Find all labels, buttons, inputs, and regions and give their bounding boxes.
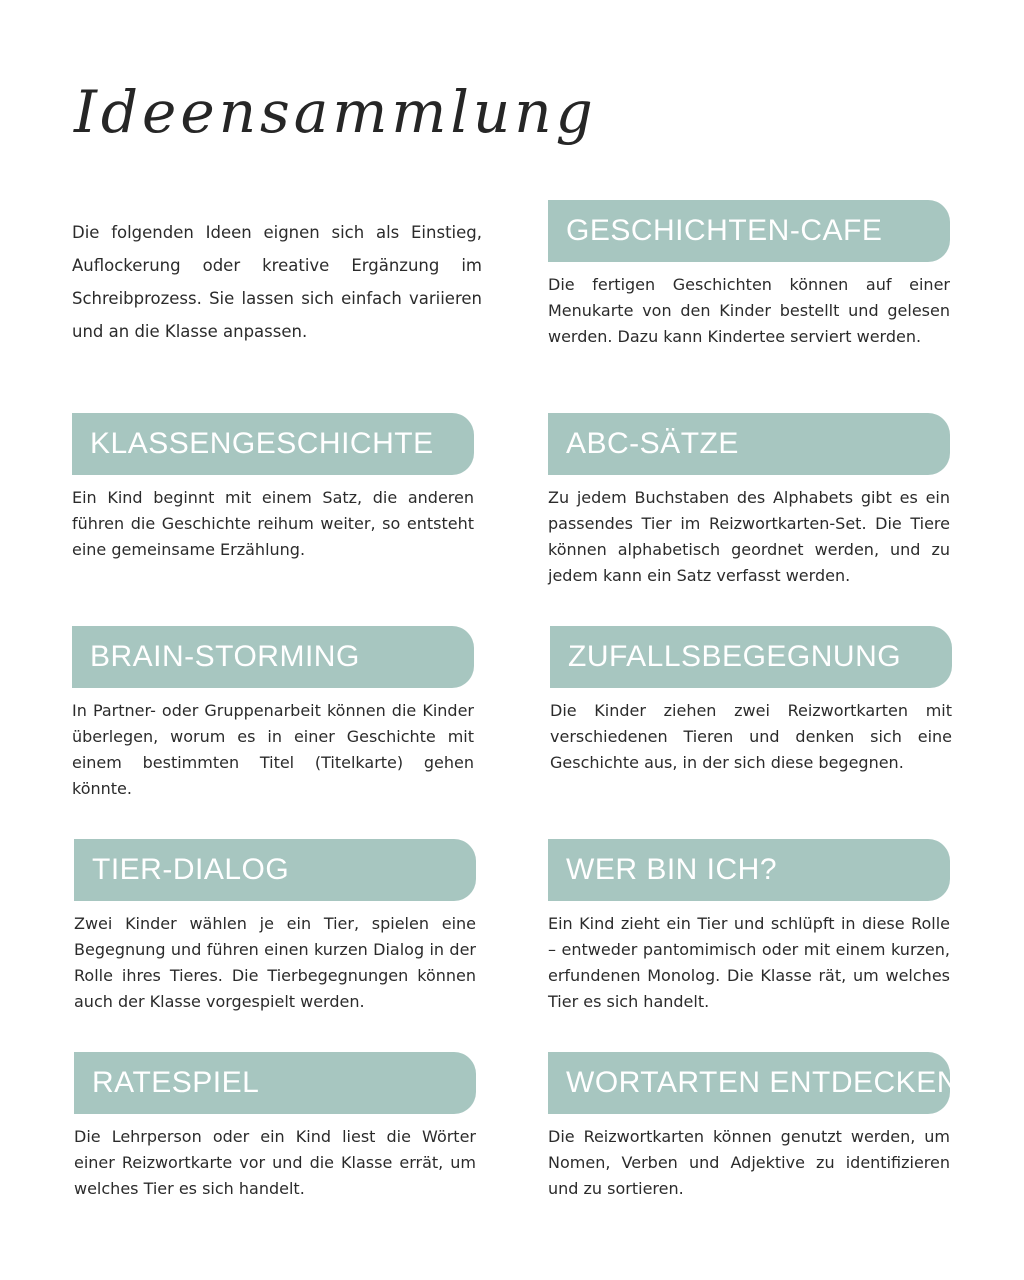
section-wer-bin-ich xyxy=(548,839,950,1015)
page-title: Ideensammlung xyxy=(74,78,597,146)
section-banner xyxy=(74,1052,476,1114)
section-tier-dialog xyxy=(74,839,476,1015)
section-text: Die Kinder ziehen zwei Reizwortkarten mit verschiedenen Tieren und denken sich eine Geschichte aus, in der sich diese begegnen. xyxy=(550,701,952,772)
section-text: Die fertigen Geschichten können auf einer Menukarte von den Kinder bestellt und gelesen werden. Dazu kann Kindertee serviert werden. xyxy=(548,275,950,346)
section-text: Zu jedem Buchstaben des Alphabets gibt es ein passendes Tier im Reizwortkarten-Set. Die Tiere können alphabetisch geordnet werden, und zu jedem kann ein Satz verfasst werden. xyxy=(548,488,950,585)
section-banner xyxy=(72,413,474,475)
section-ratespiel xyxy=(74,1052,476,1202)
section-heading: GESCHICHTEN-CAFE xyxy=(566,214,883,247)
section-banner xyxy=(550,626,952,688)
section-banner xyxy=(548,1052,959,1114)
section-banner xyxy=(548,413,950,475)
section-text: In Partner- oder Gruppenarbeit können die Kinder überlegen, worum es in einer Geschichte mit einem bestimmten Titel (Titelkarte) gehen könnte. xyxy=(72,701,474,798)
section-heading: WER BIN ICH? xyxy=(566,853,778,886)
section-heading: RATESPIEL xyxy=(92,1066,260,1099)
intro-text: Die folgenden Ideen eignen sich als Einstieg, Auflockerung oder kreative Ergänzung im Schreibprozess. Sie lassen sich einfach variieren und an die Klasse anpassen. xyxy=(72,223,482,341)
section-banner xyxy=(74,839,476,901)
section-heading: ZUFALLSBEGEGNUNG xyxy=(568,640,902,673)
section-banner xyxy=(548,839,950,901)
section-banner xyxy=(548,200,950,262)
section-heading: KLASSENGESCHICHTE xyxy=(90,427,434,460)
section-text: Zwei Kinder wählen je ein Tier, spielen eine Begegnung und führen einen kurzen Dialog in der Rolle ihres Tieres. Die Tierbegegnungen können auch der Klasse vorgespielt werden. xyxy=(74,914,476,1011)
section-heading: WORTARTEN ENTDECKEN xyxy=(566,1066,959,1099)
section-abc-saetze xyxy=(548,413,950,589)
section-heading: BRAIN-STORMING xyxy=(90,640,360,673)
section-banner xyxy=(72,626,474,688)
section-klassengeschichte xyxy=(72,413,474,563)
section-heading: ABC-SÄTZE xyxy=(566,427,739,460)
section-zufallsbegegnung xyxy=(550,626,952,776)
section-heading: TIER-DIALOG xyxy=(92,853,290,886)
section-text: Ein Kind beginnt mit einem Satz, die anderen führen die Geschichte reihum weiter, so entsteht eine gemeinsame Erzählung. xyxy=(72,488,474,559)
section-text: Ein Kind zieht ein Tier und schlüpft in diese Rolle – entweder pantomimisch oder mit einem kurzen, erfundenen Monolog. Die Klasse rät, um welches Tier es sich handelt. xyxy=(548,914,950,1011)
section-text: Die Lehrperson oder ein Kind liest die Wörter einer Reizwortkarte vor und die Klasse errät, um welches Tier es sich handelt. xyxy=(74,1127,476,1198)
section-brain-storming xyxy=(72,626,474,802)
section-text: Die Reizwortkarten können genutzt werden, um Nomen, Verben und Adjektive zu identifizieren und zu sortieren. xyxy=(548,1127,950,1198)
section-geschichten-cafe xyxy=(548,200,950,350)
section-wortarten-entdecken xyxy=(548,1052,959,1202)
